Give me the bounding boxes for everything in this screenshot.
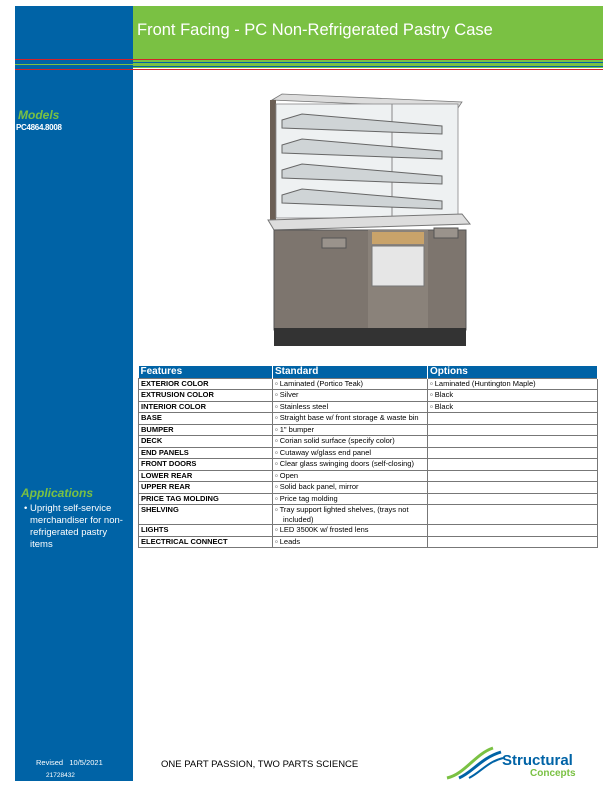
standard-cell: ▫ Cutaway w/glass end panel xyxy=(273,447,428,459)
table-row xyxy=(139,436,598,448)
feature-cell: BUMPER xyxy=(139,424,273,436)
models-heading: Models xyxy=(18,108,60,122)
feature-cell: EXTRUSION COLOR xyxy=(139,390,273,402)
feature-cell: END PANELS xyxy=(139,447,273,459)
model-number: PC4864.8008 xyxy=(16,123,62,132)
feature-cell: LIGHTS xyxy=(139,525,273,537)
option-cell xyxy=(428,413,598,425)
standard-cell: ▫ Solid back panel, mirror xyxy=(273,482,428,494)
structural-concepts-logo: Structural Concepts xyxy=(445,746,505,785)
product-image xyxy=(262,90,472,352)
column-header-features: Features xyxy=(139,366,273,378)
standard-cell: ▫ Laminated (Portico Teak) xyxy=(273,378,428,390)
table-row xyxy=(139,525,598,537)
standard-cell: ▫ LED 3500K w/ frosted lens xyxy=(273,525,428,537)
feature-cell: FRONT DOORS xyxy=(139,459,273,471)
feature-cell: DECK xyxy=(139,436,273,448)
option-cell xyxy=(428,459,598,471)
option-cell xyxy=(428,493,598,505)
standard-cell: ▫ Straight base w/ front storage & waste bin xyxy=(273,413,428,425)
table-row xyxy=(139,505,598,525)
standard-cell: ▫ Stainless steel xyxy=(273,401,428,413)
table-row xyxy=(139,493,598,505)
table-row xyxy=(139,470,598,482)
option-cell: ▫ Laminated (Huntington Maple) xyxy=(428,378,598,390)
table-row xyxy=(139,413,598,425)
feature-cell: BASE xyxy=(139,413,273,425)
standard-cell: ▫ Clear glass swinging doors (self-closing) xyxy=(273,459,428,471)
standard-cell: ▫ Silver xyxy=(273,390,428,402)
feature-cell: SHELVING xyxy=(139,505,273,525)
table-row xyxy=(139,401,598,413)
header-stripes xyxy=(15,58,603,71)
applications-list xyxy=(24,503,129,551)
tagline: ONE PART PASSION, TWO PARTS SCIENCE xyxy=(161,759,359,770)
feature-cell: INTERIOR COLOR xyxy=(139,401,273,413)
table-row xyxy=(139,378,598,390)
option-cell: ▫ Black xyxy=(428,390,598,402)
standard-cell: ▫ Leads xyxy=(273,536,428,548)
option-cell: ▫ Black xyxy=(428,401,598,413)
table-row xyxy=(139,536,598,548)
option-cell xyxy=(428,470,598,482)
column-header-standard: Standard xyxy=(273,366,428,378)
option-cell xyxy=(428,482,598,494)
option-cell xyxy=(428,436,598,448)
standard-cell: ▫ 1" bumper xyxy=(273,424,428,436)
standard-cell: ▫ Price tag molding xyxy=(273,493,428,505)
feature-cell: EXTERIOR COLOR xyxy=(139,378,273,390)
logo-swoosh-icon xyxy=(445,746,505,780)
column-header-options: Options xyxy=(428,366,598,378)
document-number: 21728432 xyxy=(46,772,75,779)
table-row xyxy=(139,447,598,459)
table-row xyxy=(139,424,598,436)
standard-cell: ▫ Open xyxy=(273,470,428,482)
feature-cell: LOWER REAR xyxy=(139,470,273,482)
application-item: • Upright self-service merchandiser for non-refrigerated pastry items xyxy=(24,503,123,550)
features-table xyxy=(138,366,598,548)
applications-heading: Applications xyxy=(21,486,94,500)
option-cell xyxy=(428,424,598,436)
table-row xyxy=(139,459,598,471)
feature-cell: ELECTRICAL CONNECT xyxy=(139,536,273,548)
standard-cell: ▫ Corian solid surface (specify color) xyxy=(273,436,428,448)
table-row xyxy=(139,482,598,494)
table-row xyxy=(139,390,598,402)
option-cell xyxy=(428,525,598,537)
feature-cell: PRICE TAG MOLDING xyxy=(139,493,273,505)
revised-info: Revised 10/5/2021 xyxy=(36,758,103,767)
option-cell xyxy=(428,536,598,548)
feature-cell: UPPER REAR xyxy=(139,482,273,494)
page-title: Front Facing - PC Non-Refrigerated Pastry Case xyxy=(137,21,493,39)
standard-cell: ▫ Tray support lighted shelves, (trays not included) xyxy=(273,505,428,525)
option-cell xyxy=(428,447,598,459)
option-cell xyxy=(428,505,598,525)
